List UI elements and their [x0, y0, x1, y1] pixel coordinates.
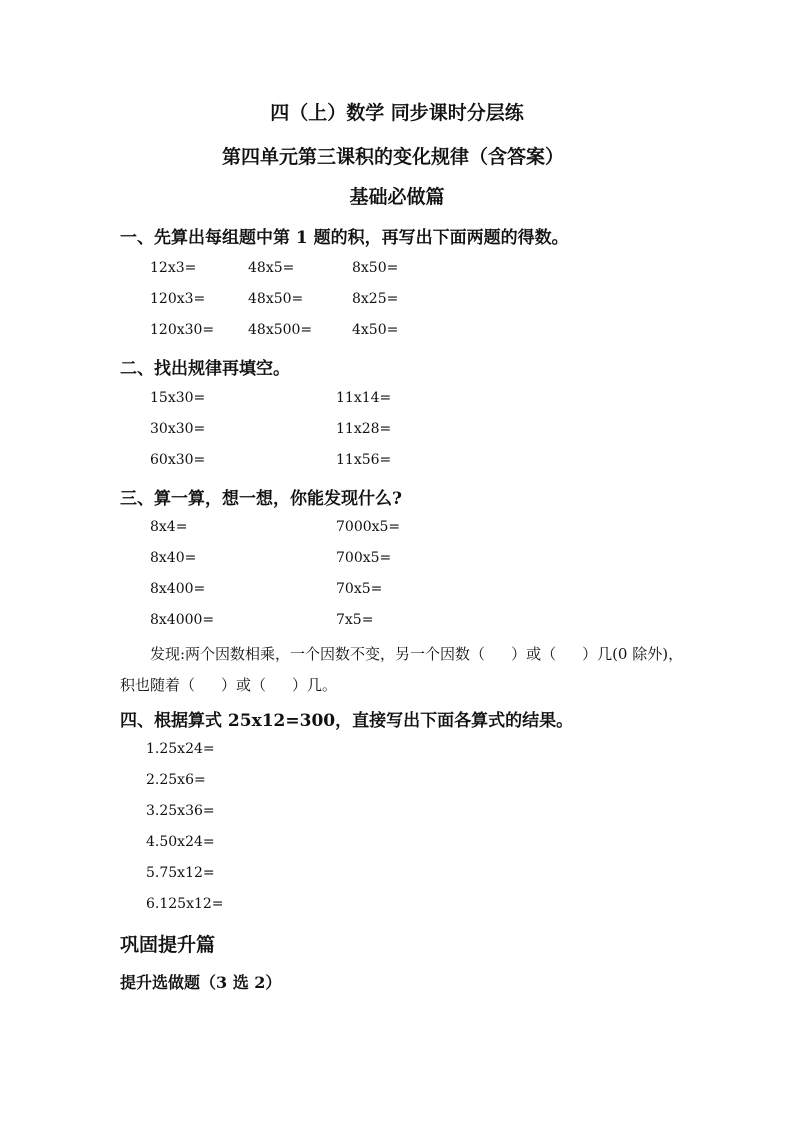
finding-text: ）或（ [221, 676, 267, 694]
s3-problem: 70x5= [336, 581, 383, 597]
s3-problem: 8x4= [150, 519, 188, 535]
finding-text: ）或（ [511, 645, 557, 663]
finding-text: 积也随着（ [120, 676, 196, 694]
s1-problem: 120x30= [150, 322, 215, 338]
optional-problems-label: 提升选做题（3 选 2） [120, 973, 282, 992]
s3-problem: 700x5= [336, 550, 392, 566]
s3-problem: 7x5= [336, 612, 374, 628]
s2-problem: 30x30= [150, 421, 206, 437]
s3-finding-line-1 [150, 643, 683, 664]
s3-problem: 8x400= [150, 581, 206, 597]
page-title: 四（上）数学 同步课时分层练 [270, 102, 524, 124]
section-1-heading: 一、先算出每组题中第 1 题的积，再写出下面两题的得数。 [120, 228, 569, 248]
s2-problem: 60x30= [150, 452, 206, 468]
s4-item: 5.75x12= [146, 865, 215, 881]
s4-item: 6.125x12= [146, 896, 224, 912]
s1-problem: 48x50= [248, 291, 304, 307]
s1-problem: 8x50= [352, 260, 399, 276]
s3-problem: 7000x5= [336, 519, 401, 535]
section-title-basic: 基础必做篇 [349, 186, 445, 208]
section-title-advanced: 巩固提升篇 [120, 934, 216, 956]
s1-problem: 12x3= [150, 260, 197, 276]
s1-problem: 48x5= [248, 260, 295, 276]
page-subtitle: 第四单元第三课积的变化规律（含答案） [221, 146, 564, 168]
s2-problem: 11x28= [336, 421, 392, 437]
s4-item: 2.25x6= [146, 772, 206, 788]
finding-text: ）几。 [292, 676, 338, 694]
finding-text: ）几(0 除外)， [582, 645, 684, 663]
s3-problem: 8x40= [150, 550, 197, 566]
s2-problem: 15x30= [150, 390, 206, 406]
s3-finding-line-2 [120, 674, 337, 695]
s2-problem: 11x14= [336, 390, 392, 406]
finding-text: 发现:两个因数相乘，一个因数不变，另一个因数（ [150, 645, 486, 663]
s4-item: 3.25x36= [146, 803, 215, 819]
s1-problem: 4x50= [352, 322, 399, 338]
s3-problem: 8x4000= [150, 612, 215, 628]
s4-item: 4.50x24= [146, 834, 215, 850]
s4-item: 1.25x24= [146, 741, 215, 757]
section-3-heading: 三、算一算，想一想，你能发现什么? [120, 489, 402, 509]
section-4-heading: 四、根据算式 25x12=300，直接写出下面各算式的结果。 [120, 711, 574, 731]
s1-problem: 120x3= [150, 291, 206, 307]
s1-problem: 8x25= [352, 291, 399, 307]
s2-problem: 11x56= [336, 452, 392, 468]
s1-problem: 48x500= [248, 322, 313, 338]
section-2-heading: 二、找出规律再填空。 [120, 359, 290, 379]
